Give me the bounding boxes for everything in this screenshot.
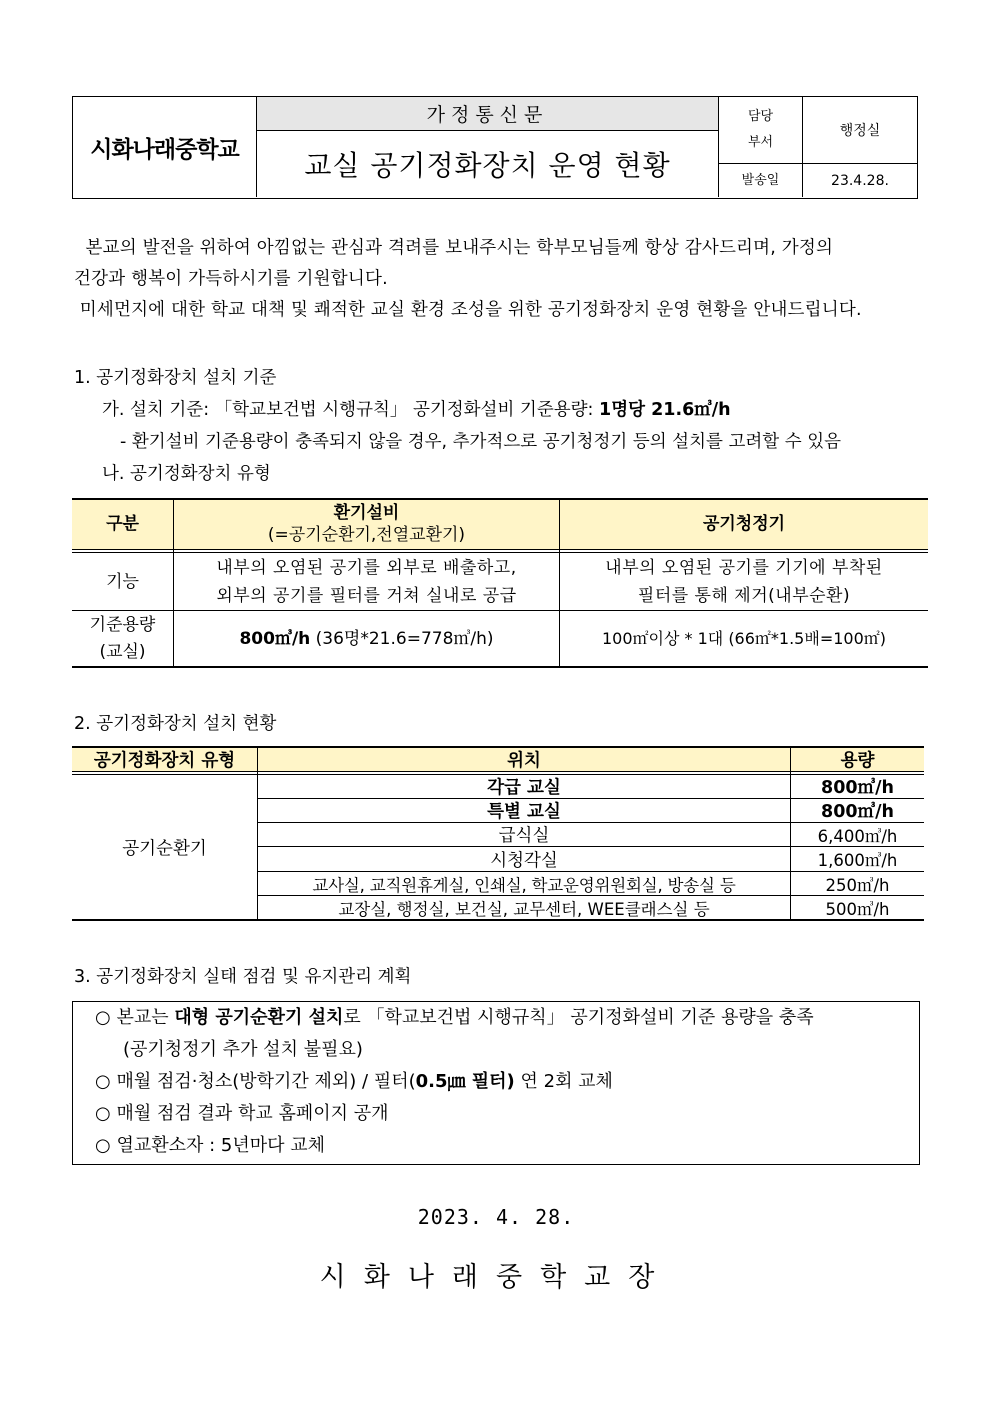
th-category: 구분 bbox=[106, 514, 139, 534]
table-row: 교사실, 교직원휴게실, 인쇄실, 학교운영위원회실, 방송실 등 bbox=[312, 875, 736, 895]
table-row: 교장실, 행정실, 보건실, 교무센터, WEE클래스실 등 bbox=[338, 899, 710, 919]
type-table bbox=[72, 498, 928, 668]
plan-item-1 bbox=[95, 1002, 814, 1033]
principal-signature: 시화나래중학교장 bbox=[319, 1262, 673, 1293]
section3-heading: 3. 공기정화장치 실태 점검 및 유지관리 계획 bbox=[74, 967, 412, 987]
th-ventilation bbox=[174, 498, 559, 550]
newsletter-label: 가정통신문 bbox=[257, 97, 718, 131]
table-row: 특별 교실 bbox=[487, 802, 561, 822]
plan-item-4 bbox=[95, 1130, 325, 1161]
table-row-capacity: 800㎥/h bbox=[821, 778, 894, 798]
row-capacity-label-1: 기준용량 bbox=[89, 614, 156, 635]
section1-heading: 1. 공기정화장치 설치 기준 bbox=[74, 368, 277, 388]
row-capacity-vent bbox=[174, 611, 559, 666]
table-row: 각급 교실 bbox=[487, 778, 561, 798]
row-function-vent-2: 외부의 공기를 필터를 거쳐 실내로 공급 bbox=[216, 585, 517, 606]
dept-value: 행정실 bbox=[839, 123, 881, 139]
plan-item-3-text: 매월 점검 결과 학교 홈페이지 공개 bbox=[116, 1103, 389, 1124]
intro-line2: 건강과 행복이 가득하시기를 기원합니다. bbox=[74, 269, 388, 289]
row-function-pur-1: 내부의 오염된 공기를 기기에 부착된 bbox=[605, 557, 883, 578]
row-function-label: 기능 bbox=[106, 571, 139, 592]
bullet-icon: ○ bbox=[95, 1135, 111, 1156]
row-function-vent-1: 내부의 오염된 공기를 외부로 배출하고, bbox=[216, 557, 517, 578]
th-ventilation-title: 환기설비 bbox=[333, 503, 400, 523]
dept-label-line2: 부서 bbox=[747, 135, 774, 150]
table-row-capacity: 250㎥/h bbox=[825, 875, 890, 895]
row-capacity-label bbox=[72, 611, 173, 666]
table-row-capacity: 6,400㎥/h bbox=[817, 826, 898, 846]
intro-line1: 본교의 발전을 위하여 아낌없는 관심과 격려를 보내주시는 학부모님들께 항상 감사드리며, 가정의 bbox=[74, 238, 834, 258]
plan-item-2 bbox=[95, 1066, 613, 1097]
plan-item-2-bold: 0.5㎛ 필터) bbox=[415, 1071, 515, 1092]
row-function-pur-2: 필터를 통해 제거(내부순환) bbox=[637, 585, 851, 606]
plan-box bbox=[72, 1001, 920, 1165]
type-value: 공기순환기 bbox=[122, 838, 207, 859]
dept-label-line1: 담당 bbox=[747, 109, 774, 124]
section1-item-ga bbox=[102, 396, 731, 421]
row-function-purifier bbox=[560, 553, 928, 610]
plan-item-4-text: 열교환소자 : 5년마다 교체 bbox=[116, 1135, 326, 1156]
item-ga-bold: 1명당 21.6㎥/h bbox=[599, 400, 731, 420]
document-title: 교실 공기정화장치 운영 현황 bbox=[304, 149, 671, 182]
date-value: 23.4.28. bbox=[803, 163, 917, 198]
plan-item-1-bold: 대형 공기순환기 설치 bbox=[174, 1007, 344, 1028]
table-row-capacity: 1,600㎥/h bbox=[817, 851, 898, 870]
section1-item-na: 나. 공기정화장치 유형 bbox=[102, 464, 271, 484]
item-ga-text: 가. 설치 기준: 「학교보건법 시행규칙」 공기정화설비 기준용량: bbox=[102, 400, 600, 420]
plan-item-1-cont: (공기청정기 추가 설치 불필요) bbox=[123, 1039, 363, 1060]
row-capacity-purifier: 100㎡이상 * 1대 (66㎡*1.5배=100㎡) bbox=[601, 628, 887, 648]
table-row: 급식실 bbox=[498, 826, 550, 846]
school-name: 시화나래중학교 bbox=[73, 97, 257, 197]
section2-heading: 2. 공기정화장치 설치 현황 bbox=[74, 714, 277, 734]
section1-note: - 환기설비 기준용량이 충족되지 않을 경우, 추가적으로 공기청정기 등의 설치를 고려할 수 있음 bbox=[120, 432, 842, 452]
intro-line3: 미세먼지에 대한 학교 대책 및 쾌적한 교실 환경 조성을 위한 공기정화장치 운영 현황을 안내드립니다. bbox=[74, 300, 862, 320]
plan-item-1-a: 본교는 bbox=[116, 1007, 175, 1028]
row-capacity-vent-bold: 800㎥/h bbox=[239, 628, 311, 649]
plan-item-2-b: 연 2회 교체 bbox=[514, 1071, 613, 1092]
bullet-icon: ○ bbox=[95, 1071, 111, 1092]
th-type: 공기정화장치 유형 bbox=[93, 751, 236, 771]
table-row-capacity: 800㎥/h bbox=[821, 802, 894, 822]
th-purifier: 공기청정기 bbox=[702, 514, 786, 534]
intro bbox=[74, 233, 922, 326]
date-label: 발송일 bbox=[719, 163, 803, 197]
th-ventilation-sub: (=공기순환기,전열교환기) bbox=[267, 525, 466, 545]
row-capacity-vent-rest: (36명*21.6=778㎥/h) bbox=[310, 628, 494, 649]
install-table bbox=[72, 746, 924, 921]
row-capacity-label-2: (교실) bbox=[99, 641, 146, 662]
bullet-icon: ○ bbox=[95, 1103, 111, 1124]
row-function-vent bbox=[174, 553, 559, 610]
plan-item-2-a: 매월 점검·청소(방학기간 제외) / 필터( bbox=[116, 1071, 416, 1092]
th-location: 위치 bbox=[507, 751, 541, 771]
th-capacity: 용량 bbox=[840, 751, 875, 771]
meta-grid bbox=[718, 97, 917, 197]
dept-label bbox=[719, 97, 803, 163]
plan-item-3 bbox=[95, 1098, 389, 1129]
issue-date: 2023. 4. 28. bbox=[417, 1205, 575, 1229]
bullet-icon: ○ bbox=[95, 1007, 111, 1028]
header-box bbox=[72, 96, 918, 199]
plan-item-1-b: 로 「학교보건법 시행규칙」 공기정화설비 기준 용량을 충족 bbox=[343, 1007, 814, 1028]
table-row-capacity: 500㎥/h bbox=[825, 899, 890, 919]
table-row: 시청각실 bbox=[490, 850, 558, 871]
